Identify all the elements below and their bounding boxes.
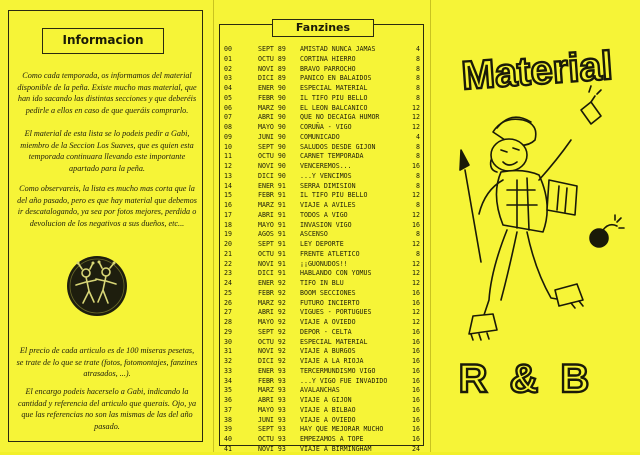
fanzine-number: 05 bbox=[224, 93, 232, 102]
fanzine-date: OCTU 89 bbox=[258, 54, 286, 63]
fanzine-date: ENER 91 bbox=[258, 181, 286, 190]
fanzine-number: 33 bbox=[224, 366, 232, 375]
fanzine-row bbox=[224, 221, 420, 231]
fanzine-date: MARZ 92 bbox=[258, 298, 286, 307]
fanzine-pages: 12 bbox=[412, 318, 420, 326]
fanzine-title: VIAJE A OVIEDO bbox=[300, 318, 356, 326]
fanzine-date: MAYO 93 bbox=[258, 405, 286, 414]
info-paragraph-contact: El material de esta lista se lo podeis pedir a Gabi, miembro de la Seccion Los Suaves, que es quien esta temporada continuara llevando este importante apartado para la peña. bbox=[20, 129, 194, 173]
fanzine-date: MAYO 91 bbox=[258, 220, 286, 229]
fanzine-number: 15 bbox=[224, 191, 232, 200]
fanzine-number: 06 bbox=[224, 103, 232, 112]
fanzine-date: FEBR 90 bbox=[258, 93, 286, 102]
fanzine-title: VENCEREMOS... bbox=[300, 162, 352, 170]
fanzine-pages: 8 bbox=[416, 74, 420, 83]
fanzine-title: IL TIFO PIU BELLO bbox=[300, 191, 368, 200]
fanzine-title: VIGUES - PORTUGUES bbox=[300, 308, 372, 317]
fanzine-date: MARZ 91 bbox=[258, 201, 286, 209]
fanzine-row bbox=[224, 386, 420, 396]
fanzine-date: ABRI 90 bbox=[258, 113, 286, 122]
fanzine-title: TERCERMUNDISMO VIGO bbox=[300, 366, 376, 375]
fanzine-row bbox=[224, 260, 420, 270]
info-title: Informacion bbox=[42, 28, 164, 54]
fanzine-number: 17 bbox=[224, 210, 232, 219]
fanzine-row bbox=[224, 347, 420, 357]
fanzine-date: ENER 92 bbox=[258, 279, 286, 287]
fanzine-pages: 4 bbox=[416, 45, 420, 53]
fanzine-title: SERRA DIMISION bbox=[300, 181, 356, 190]
fanzines-panel bbox=[214, 0, 430, 452]
fanzine-title: AVALANCHAS bbox=[300, 386, 340, 395]
fanzine-number: 21 bbox=[224, 249, 232, 258]
fanzine-number: 13 bbox=[224, 171, 232, 180]
fanzine-row bbox=[224, 191, 420, 201]
fanzines-title: Fanzines bbox=[272, 19, 374, 37]
fanzine-date: MARZ 93 bbox=[258, 386, 286, 395]
fanzine-date: DICI 91 bbox=[258, 269, 286, 278]
fanzine-row bbox=[224, 396, 420, 406]
fanzine-number: 12 bbox=[224, 162, 232, 170]
fanzine-date: NOVI 90 bbox=[258, 162, 286, 170]
fanzine-row bbox=[224, 230, 420, 240]
fanzine-row bbox=[224, 45, 420, 55]
fanzine-date: OCTU 92 bbox=[258, 337, 286, 346]
fanzine-number: 18 bbox=[224, 220, 232, 229]
fanzine-pages: 12 bbox=[412, 269, 420, 278]
info-paragraph-list: Como observareis, la lista es mucho mas corta que la del año pasado, pero es que hay material que debemos ir descatalogando, ya sea por fotos mejores, perdida o devolucion de los negativos a sus dueños, etc... bbox=[17, 184, 197, 228]
fanzine-row bbox=[224, 74, 420, 84]
fanzine-title: FUTURO INCIERTO bbox=[300, 298, 360, 307]
fanzine-pages: 12 bbox=[412, 210, 420, 219]
fanzine-row bbox=[224, 55, 420, 65]
rb-subtitle: R&B bbox=[458, 357, 612, 401]
fanzine-date: OCTU 90 bbox=[258, 152, 286, 161]
material-illustration bbox=[431, 0, 640, 452]
fanzines-list bbox=[224, 45, 420, 455]
fanzine-title: HABLANDO CON YOMUS bbox=[300, 269, 372, 278]
fanzine-title: AMISTAD NUNCA JAMAS bbox=[300, 45, 376, 53]
fanzine-pages: 8 bbox=[416, 249, 420, 258]
fanzine-pages: 16 bbox=[412, 288, 420, 297]
fanzine-pages: 24 bbox=[412, 444, 420, 453]
fanzine-date: JUNI 93 bbox=[258, 415, 286, 424]
fanzine-date: NOVI 89 bbox=[258, 64, 286, 73]
fanzine-number: 11 bbox=[224, 152, 232, 161]
fanzine-pages: 8 bbox=[416, 171, 420, 180]
fanzine-pages: 8 bbox=[416, 230, 420, 239]
fanzine-number: 01 bbox=[224, 54, 232, 63]
fanzine-number: 32 bbox=[224, 357, 232, 365]
fanzine-title: LEY DEPORTE bbox=[300, 240, 344, 248]
fanzine-pages: 12 bbox=[412, 191, 420, 200]
fanzine-title: ASCENSO bbox=[300, 230, 328, 239]
fanzine-number: 07 bbox=[224, 113, 232, 122]
fanzine-title: VIAJE A BURGOS bbox=[300, 347, 356, 356]
fanzine-title: VIAJE A BIRMINGHAM bbox=[300, 444, 372, 453]
fanzine-number: 19 bbox=[224, 230, 232, 239]
fanzine-number: 26 bbox=[224, 298, 232, 307]
fanzine-row bbox=[224, 65, 420, 75]
fanzine-date: DICI 89 bbox=[258, 74, 286, 83]
fanzine-date: DICI 92 bbox=[258, 357, 286, 365]
fanzine-row bbox=[224, 308, 420, 318]
fanzine-row bbox=[224, 211, 420, 221]
fanzine-row bbox=[224, 162, 420, 172]
fanzine-date: FEBR 92 bbox=[258, 288, 286, 297]
fanzine-row bbox=[224, 318, 420, 328]
fanzine-number: 10 bbox=[224, 142, 232, 151]
fanzine-pages: 16 bbox=[412, 337, 420, 346]
fanzine-row bbox=[224, 377, 420, 387]
fanzine-date: ABRI 93 bbox=[258, 396, 286, 404]
fanzine-row bbox=[224, 104, 420, 114]
fanzine-row bbox=[224, 367, 420, 377]
fanzine-date: SEPT 93 bbox=[258, 425, 286, 434]
fanzine-title: CORUÑA - VIGO bbox=[300, 123, 352, 131]
fanzine-date: FEBR 91 bbox=[258, 191, 286, 200]
fanzine-title: TODOS A VIGO bbox=[300, 210, 348, 219]
fanzine-number: 34 bbox=[224, 376, 232, 385]
fanzine-title: ESPECIAL MATERIAL bbox=[300, 84, 368, 92]
fanzine-date: ENER 90 bbox=[258, 84, 286, 92]
fanzine-number: 38 bbox=[224, 415, 232, 424]
fanzine-row bbox=[224, 152, 420, 162]
fanzine-title: DEPOR - CELTA bbox=[300, 327, 352, 336]
fanzine-number: 00 bbox=[224, 45, 232, 53]
fanzine-date: MARZ 90 bbox=[258, 103, 286, 112]
fanzine-pages: 8 bbox=[416, 181, 420, 190]
fanzine-date: ENER 93 bbox=[258, 366, 286, 375]
fanzine-row bbox=[224, 250, 420, 260]
fanzine-date: SEPT 91 bbox=[258, 240, 286, 248]
fanzine-title: TIFO IN BLU bbox=[300, 279, 344, 287]
fanzine-pages: 8 bbox=[416, 93, 420, 102]
fanzine-title: VIAJE A LA RIOJA bbox=[300, 357, 364, 365]
fanzine-number: 16 bbox=[224, 201, 232, 209]
fanzine-number: 09 bbox=[224, 132, 232, 141]
fanzine-number: 36 bbox=[224, 396, 232, 404]
fanzine-number: 29 bbox=[224, 327, 232, 336]
fanzine-title: BRAVO PARROCHO bbox=[300, 64, 356, 73]
fanzine-title: ...Y VIGO FUE INVADIDO bbox=[300, 376, 388, 385]
fanzine-date: OCTU 91 bbox=[258, 249, 286, 258]
fanzine-pages: 16 bbox=[412, 327, 420, 336]
fanzine-pages: 8 bbox=[416, 152, 420, 161]
fanzine-title: FRENTE ATLETICO bbox=[300, 249, 360, 258]
fanzine-row bbox=[224, 406, 420, 416]
fanzine-row bbox=[224, 338, 420, 348]
info-paragraph-order: El encargo podeis hacerselo a Gabi, indicando la cantidad y referencia del articulo que querais. Ojo, ya que las referencias no son las mismas de las del año pasado. bbox=[17, 387, 197, 431]
fanzine-row bbox=[224, 357, 420, 367]
fanzine-title: QUE NO DECAIGA HUMOR bbox=[300, 113, 380, 122]
fanzine-row bbox=[224, 299, 420, 309]
fanzine-pages: 16 bbox=[412, 435, 420, 443]
fanzine-pages: 8 bbox=[416, 84, 420, 92]
fanzine-row bbox=[224, 328, 420, 338]
fanzine-pages: 16 bbox=[412, 298, 420, 307]
fanzine-pages: 12 bbox=[412, 103, 420, 112]
fanzine-pages: 16 bbox=[412, 347, 420, 356]
fanzine-date: FEBR 93 bbox=[258, 376, 286, 385]
fanzine-pages: 16 bbox=[412, 405, 420, 414]
fanzine-title: VIAJE A BILBAO bbox=[300, 405, 356, 414]
fanzine-title: ESPECIAL MATERIAL bbox=[300, 337, 368, 346]
fanzine-number: 27 bbox=[224, 308, 232, 317]
fanzine-pages: 16 bbox=[412, 220, 420, 229]
fanzine-number: 35 bbox=[224, 386, 232, 395]
fanzine-date: DICI 90 bbox=[258, 171, 286, 180]
fanzine-title: IL TIFO PIU BELLO bbox=[300, 93, 368, 102]
fanzine-pages: 8 bbox=[416, 64, 420, 73]
fanzine-number: 20 bbox=[224, 240, 232, 248]
fanzine-number: 37 bbox=[224, 405, 232, 414]
fanzine-number: 39 bbox=[224, 425, 232, 434]
fanzine-date: ABRI 91 bbox=[258, 210, 286, 219]
fanzine-row bbox=[224, 201, 420, 211]
material-title: Material bbox=[460, 43, 615, 99]
fanzine-title: ¡¡GUONUDOS!! bbox=[300, 259, 348, 268]
fanzine-pages: 16 bbox=[412, 376, 420, 385]
fanzine-title: INVASION VIGO bbox=[300, 220, 352, 229]
fanzine-number: 14 bbox=[224, 181, 232, 190]
fanzine-pages: 12 bbox=[412, 240, 420, 248]
fanzine-row bbox=[224, 279, 420, 289]
fanzine-date: SEPT 90 bbox=[258, 142, 286, 151]
fanzine-pages: 16 bbox=[412, 396, 420, 404]
fanzine-number: 02 bbox=[224, 64, 232, 73]
fanzine-pages: 16 bbox=[412, 162, 420, 170]
fanzine-title: VIAJE A AVILES bbox=[300, 201, 356, 209]
fanzine-title: VIAJE A GIJON bbox=[300, 396, 352, 404]
fanzine-number: 25 bbox=[224, 288, 232, 297]
peña-emblem-icon bbox=[66, 255, 128, 317]
fanzine-date: NOVI 92 bbox=[258, 347, 286, 356]
fanzine-number: 30 bbox=[224, 337, 232, 346]
fanzine-number: 31 bbox=[224, 347, 232, 356]
fanzine-title: HAY QUE MEJORAR MUCHO bbox=[300, 425, 384, 434]
fanzine-title: PANICO EN BALAIDOS bbox=[300, 74, 372, 83]
fanzine-pages: 16 bbox=[412, 386, 420, 395]
fanzine-row bbox=[224, 133, 420, 143]
fanzine-number: 04 bbox=[224, 84, 232, 92]
fanzine-date: OCTU 93 bbox=[258, 435, 286, 443]
fanzine-date: NOVI 93 bbox=[258, 444, 286, 453]
material-panel bbox=[431, 0, 640, 452]
fanzine-title: EL LEON BALCANICO bbox=[300, 103, 368, 112]
fanzine-row bbox=[224, 289, 420, 299]
fanzine-row bbox=[224, 240, 420, 250]
fanzine-row bbox=[224, 435, 420, 445]
fanzine-title: ...Y VENCIMOS bbox=[300, 171, 352, 180]
fanzine-pages: 4 bbox=[416, 132, 420, 141]
fanzine-title: CORTINA HIERRO bbox=[300, 54, 356, 63]
fanzine-pages: 16 bbox=[412, 366, 420, 375]
fanzine-pages: 12 bbox=[412, 123, 420, 131]
fanzine-title: EMPEZAMOS A TOPE bbox=[300, 435, 364, 443]
info-paragraph-price: El precio de cada articulo es de 100 miseras pesetas, se trate de lo que se trate (fotos, fotomontajes, fanzines atrasados, ...). bbox=[16, 346, 198, 379]
fanzine-date: SEPT 89 bbox=[258, 45, 286, 53]
fanzine-pages: 8 bbox=[416, 54, 420, 63]
fanzine-date: SEPT 92 bbox=[258, 327, 286, 336]
hooligan-drawing-icon bbox=[460, 86, 624, 340]
fanzine-pages: 12 bbox=[412, 113, 420, 122]
fanzine-number: 41 bbox=[224, 444, 232, 453]
fanzine-title: BOOM SECCIONES bbox=[300, 288, 356, 297]
fanzine-row bbox=[224, 94, 420, 104]
fanzine-row bbox=[224, 416, 420, 426]
fanzine-pages: 12 bbox=[412, 279, 420, 287]
fanzine-row bbox=[224, 123, 420, 133]
fanzine-pages: 8 bbox=[416, 142, 420, 151]
fanzine-row bbox=[224, 425, 420, 435]
fanzine-pages: 8 bbox=[416, 201, 420, 209]
fanzine-date: MAYO 90 bbox=[258, 123, 286, 131]
fanzine-date: AGOS 91 bbox=[258, 230, 286, 239]
fanzine-title: COMUNICADO bbox=[300, 132, 340, 141]
fanzine-number: 08 bbox=[224, 123, 232, 131]
fanzine-number: 24 bbox=[224, 279, 232, 287]
fanzine-row bbox=[224, 113, 420, 123]
fanzine-date: ABRI 92 bbox=[258, 308, 286, 317]
fanzine-title: VIAJE A OVIEDO bbox=[300, 415, 356, 424]
fanzine-number: 28 bbox=[224, 318, 232, 326]
fanzine-row bbox=[224, 182, 420, 192]
fanzine-row bbox=[224, 84, 420, 94]
fanzine-number: 23 bbox=[224, 269, 232, 278]
info-panel bbox=[0, 0, 213, 452]
fanzine-title: CARNET TEMPORADA bbox=[300, 152, 364, 161]
fanzine-number: 40 bbox=[224, 435, 232, 443]
fanzine-date: JUNI 90 bbox=[258, 132, 286, 141]
fanzine-date: NOVI 91 bbox=[258, 259, 286, 268]
fanzine-pages: 12 bbox=[412, 259, 420, 268]
fanzine-pages: 16 bbox=[412, 425, 420, 434]
fanzine-pages: 16 bbox=[412, 357, 420, 365]
fanzine-title: SALUDOS DESDE GIJON bbox=[300, 142, 376, 151]
fanzine-number: 22 bbox=[224, 259, 232, 268]
fanzine-number: 03 bbox=[224, 74, 232, 83]
fanzine-row bbox=[224, 143, 420, 153]
fanzine-row bbox=[224, 172, 420, 182]
fanzine-date: MAYO 92 bbox=[258, 318, 286, 326]
fanzine-row bbox=[224, 269, 420, 279]
fanzine-pages: 16 bbox=[412, 415, 420, 424]
fanzine-row bbox=[224, 445, 420, 455]
fanzine-pages: 12 bbox=[412, 308, 420, 317]
info-paragraph-intro: Como cada temporada, os informamos del material disponible de la peña. Existe mucho mas material, que han ido sacando las distintas secciones y que deberéis pedirle a ellos en caso de que queráis comprarlo. bbox=[17, 71, 197, 115]
